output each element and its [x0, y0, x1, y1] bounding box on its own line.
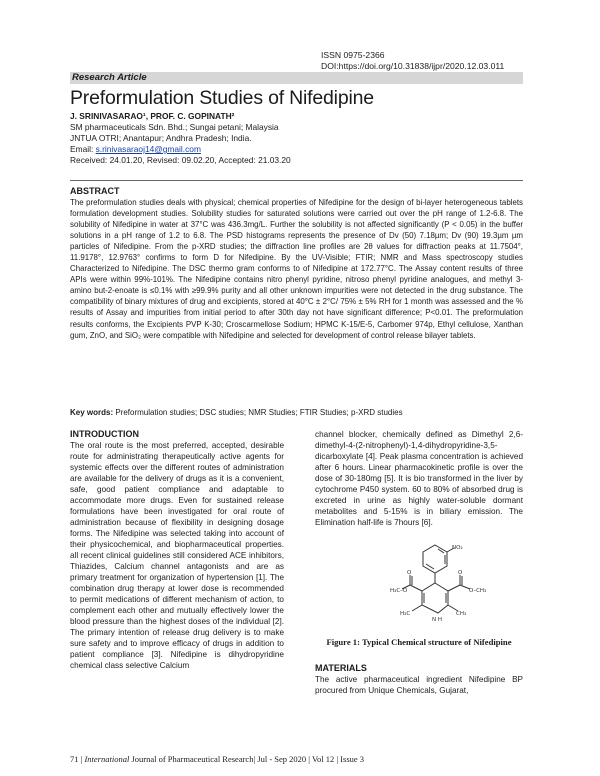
footer-journal-italic: International [84, 754, 130, 764]
methyl-right-label: CH₃ [456, 611, 467, 617]
article-type-label: Research Article [72, 72, 147, 83]
authors: J. SRINIVASARAO¹, PROF. C. GOPINATH² [70, 111, 235, 121]
introduction-right-column: channel blocker, chemically defined as Dimethyl 2,6-dimethyl-4-(2-nitrophenyl)-1,4-dihydropyridine-3,5-dicarboxylate [4]. Peak plasma concentration is achieved after 6 hours. Linear pharmacokinetic profile is over the dose of 30-180mg [5]. It is bio transformed in the liver by cytochrome P450 system. 60 to 80% of absorbed drug is excreted in urine as highly water-soluble dormant metabolites and 5-15% is in biliary emission. The Elimination half-life is 7hours [6]. [315, 430, 523, 527]
figure-caption: Figure 1: Typical Chemical structure of Nifedipine [326, 637, 512, 647]
introduction-heading: INTRODUCTION [70, 429, 139, 439]
abstract-text: The preformulation studies deals with physical; chemical properties of Nifedipine for the design of bi-layer heterogeneous tablets formulation development studies. Solubility studies for saturated solutions were carried out over the pH range of 1.2-6.8. The solubility of Nifedipine in water at 37°C was 436.3mg/L. Further the solubility is not affected significantly (P < 0.05) in the buffer solutions in a pH range of 1.2 to 6.8. The PSD histograms represents the presence of Dv (50) 7.18µm; Dv (90) 19.3µm µm particles of Nifedipine. From the p-XRD studies; the diffraction line profiles are 2θ values for diffraction peaks at 11.7504°, 11.9178°, 12.9763° confirms to form D for Nifedipine. By the UV-Visible; FTIR; NMR and Mass spectroscopy studies Characterized to Nifedipine. The DSC thermo gram conforms to of Nifedipine at 172.77°C. The Assay content results of three APIs were within 99%-101%. The Nifedipine contains nitro phenyl pyridine, nitroso phenyl pyridine analogues, and methyl 3-amino but-2-enoate is ≤0.1% with ≥99.9% purity and all other unknown impurities were not detected in the drug substance. The compatibility of binary mixtures of drug and excipients, stored at 40°C ± 2°C/ 75% ± 5% RH for 1 month was assessed and the % results of Assay and impurities from initial period to after 30th day not have significant difference; P<0.01. The preformulation results conforms, the Excipients PVP K-30; Croscarmellose Sodium; HPMC K-15/E-5, Carbomer 974p, Ethyl cellulose, Xanthan gum, ZnO, and SiO₂ were compatible with Nifedipine and selected for development of control release bilayer tablets. [70, 198, 523, 340]
nifedipine-structure-figure [390, 543, 508, 631]
issn: ISSN 0975-2366 [321, 50, 385, 60]
keywords-text: Preformulation studies; DSC studies; NMR Studies; FTIR Studies; p-XRD studies [115, 408, 403, 417]
dihydropyridine-ring [422, 583, 448, 613]
nh-label: N H [432, 617, 442, 623]
nitro-label: NO₂ [452, 545, 463, 551]
oxygen-label-right: O [458, 570, 463, 576]
article-title: Preformulation Studies of Nifedipine [70, 87, 374, 109]
page-footer: 71 | International Journal of Pharmaceutical Research| Jul - Sep 2020 | Vol 12 | Issue 3 [70, 754, 365, 764]
doi: DOI:https://doi.org/10.31838/ijpr/2020.12.03.011 [321, 61, 505, 71]
affiliation-1: SM pharmaceuticals Sdn. Bhd.; Sungai petani; Malaysia [70, 122, 279, 132]
keywords [70, 407, 523, 418]
oxygen-label-left: O [407, 570, 412, 576]
methyl-left-label: H₃C [400, 611, 411, 617]
divider [70, 180, 523, 181]
abstract-heading: ABSTRACT [70, 186, 120, 196]
footer-journal-info: Journal of Pharmaceutical Research| Jul - Sep 2020 | Vol 12 | Issue 3 [129, 754, 365, 764]
ester-right-label: O–CH₃ [469, 588, 487, 594]
email-line [70, 144, 201, 155]
ester-left-label: H₃C–O [390, 588, 408, 594]
benzene-ring [423, 545, 447, 573]
materials-heading: MATERIALS [315, 663, 367, 673]
article-dates: Received: 24.01.20, Revised: 09.02.20, Accepted: 21.03.20 [70, 155, 291, 165]
materials-text: The active pharmaceutical ingredient Nifedipine BP procured from Unique Chemicals, Gujarat, [315, 675, 523, 695]
page-number: 71 [70, 754, 79, 764]
introduction-left-column: The oral route is the most preferred, accepted, desirable route for administrating therapeutically active agents for systemic effects over the different routes of administration are available for the delivery of drugs as it is a convenient, safe, good patient compliance and adaptable to accommodate more drugs. Even for sustained release formulations have been investigated for oral route of administration because of flexibility in designing dosage forms. The Nifedipine was selected taking into account of their physicochemical, and biopharmaceutical properties. all recent clinical guidelines still considered ACE inhibitors, Thiazides, Calcium channel antagonists and are as primary treatment for organization of hypertension [1]. The combination drug therapy at lower dose is recommended to permit medications of different mechanism of action, to complement each other and mutually effectively lower the blood pressure than the highest doses of the individual [2]. The primary intention of release drug delivery is to make sure safety and to improve efficacy of drugs in addition to patient compliance [3]. Nifedipine is dihydropyridine chemical class selective Calcium [70, 441, 284, 670]
keywords-label: Key words: [70, 408, 114, 417]
email-label: Email: [70, 144, 94, 154]
affiliation-2: JNTUA OTRI; Anantapur; Andhra Pradesh; India. [70, 133, 252, 143]
email-link[interactable]: s.rinivasaraoj14@gmail.com [95, 144, 201, 154]
